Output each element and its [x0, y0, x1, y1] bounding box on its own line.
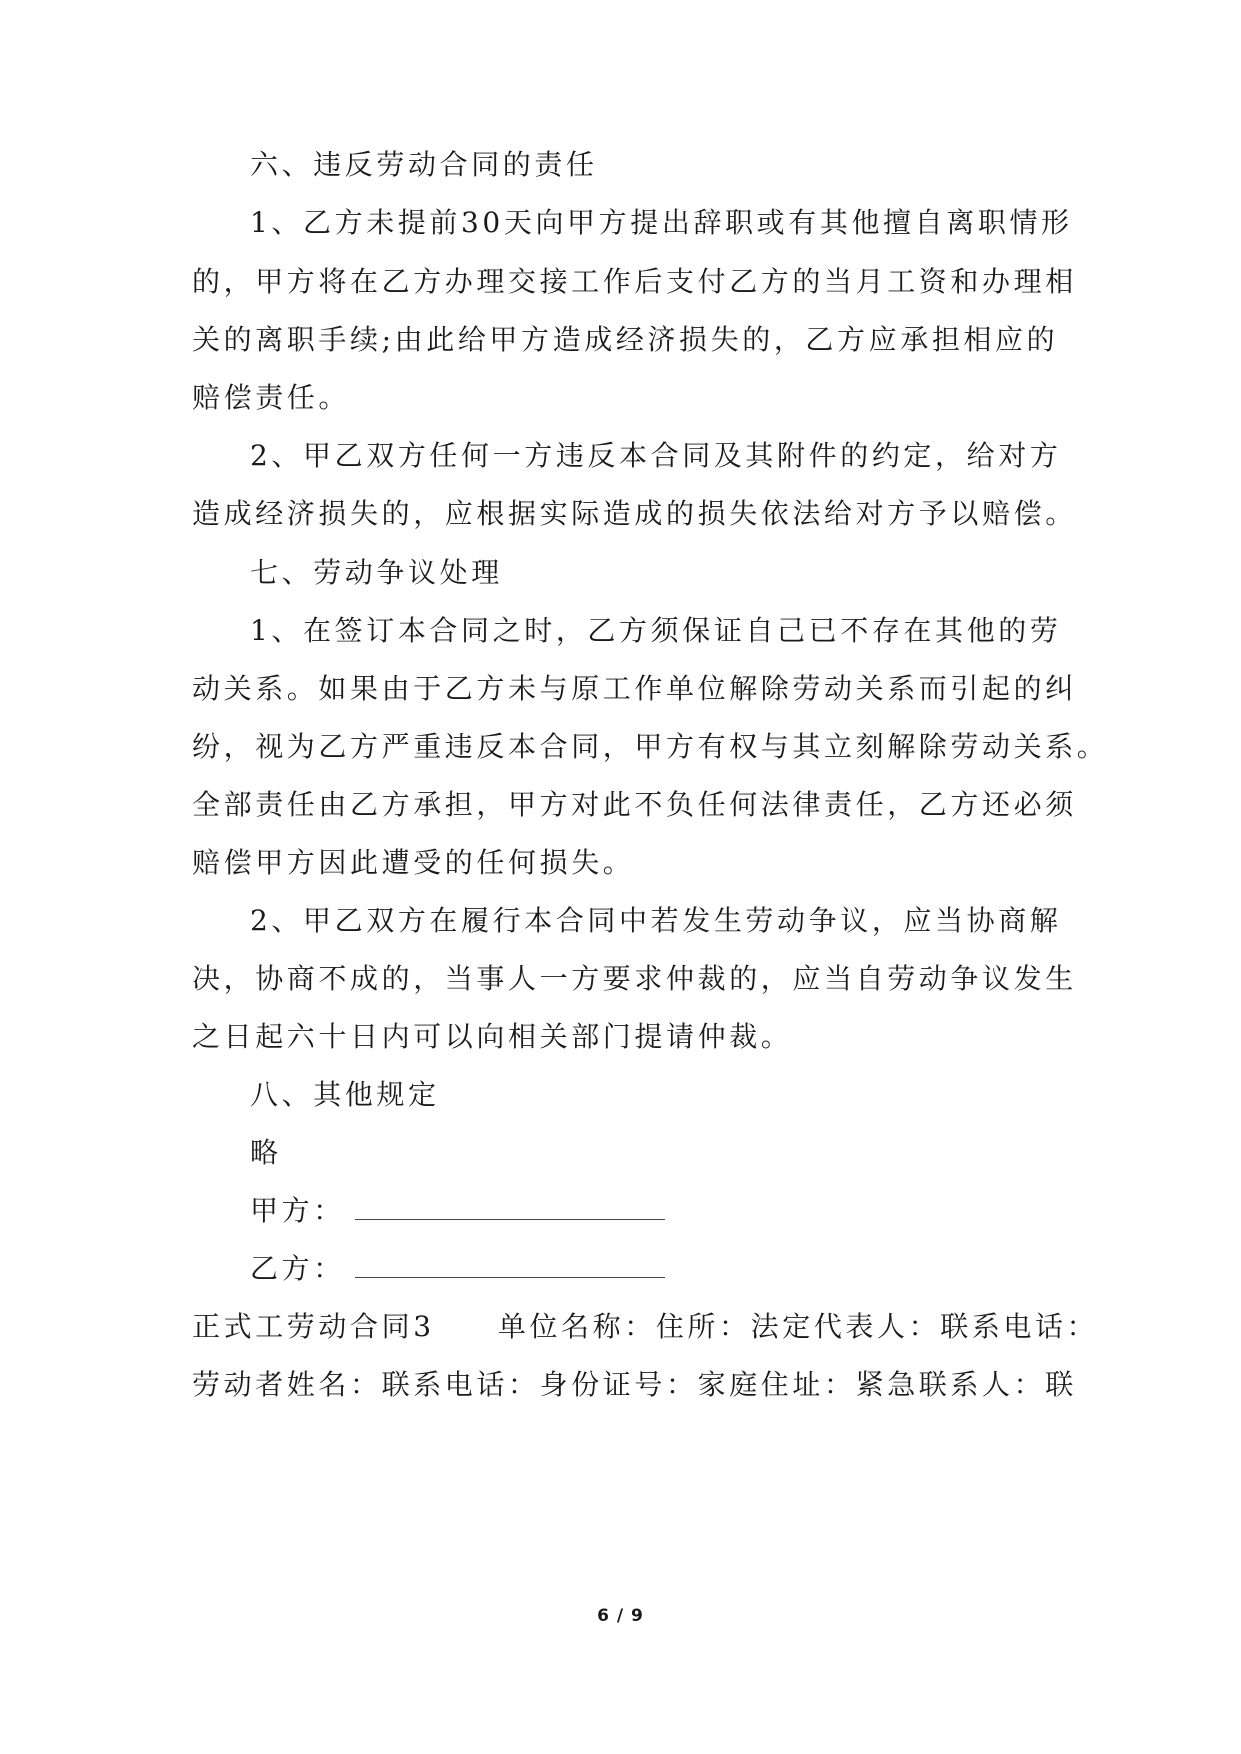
- paragraph-line: 1、乙方未提前30天向甲方提出辞职或有其他擅自离职情形: [250, 206, 1073, 239]
- paragraph-line: 之日起六十日内可以向相关部门提请仲裁。: [192, 1020, 793, 1053]
- paragraph-line: 2、甲乙双方在履行本合同中若发生劳动争议，应当协商解: [250, 904, 1062, 937]
- party-b-label: 乙方：: [250, 1252, 345, 1285]
- signature-party-b: [250, 1251, 1050, 1287]
- paragraph-line: 1、在签订本合同之时，乙方须保证自己已不存在其他的劳: [250, 614, 1062, 647]
- paragraph-line: 造成经济损失的，应根据实际造成的损失依法给对方予以赔偿。: [192, 497, 1077, 530]
- paragraph-line: 略: [250, 1136, 282, 1169]
- paragraph-line: 劳动者姓名：联系电话：身份证号：家庭住址：紧急联系人：联: [192, 1368, 1077, 1401]
- section-heading-8: 八、其他规定: [250, 1078, 440, 1111]
- party-a-signature-blank: [355, 1197, 665, 1220]
- page-number: 6 / 9: [597, 1606, 644, 1626]
- contract-title-line: 正式工劳动合同3 单位名称：住所：法定代表人：联系电话：: [192, 1310, 1099, 1343]
- party-b-signature-blank: [355, 1255, 665, 1278]
- paragraph-line: 动关系。如果由于乙方未与原工作单位解除劳动关系而引起的纠: [192, 672, 1077, 705]
- paragraph-line: 关的离职手续;由此给甲方造成经济损失的，乙方应承担相应的: [192, 323, 1059, 356]
- paragraph-line: 的，甲方将在乙方办理交接工作后支付乙方的当月工资和办理相: [192, 265, 1077, 298]
- section-heading-6: 六、违反劳动合同的责任: [250, 148, 598, 181]
- paragraph-line: 2、甲乙双方任何一方违反本合同及其附件的约定，给对方: [250, 439, 1062, 472]
- section-heading-7: 七、劳动争议处理: [250, 556, 503, 589]
- paragraph-line: 纷，视为乙方严重违反本合同，甲方有权与其立刻解除劳动关系。: [192, 730, 1109, 763]
- paragraph-line: 全部责任由乙方承担，甲方对此不负任何法律责任，乙方还必须: [192, 788, 1077, 821]
- paragraph-line: 赔偿甲方因此遭受的任何损失。: [192, 846, 635, 879]
- party-a-label: 甲方：: [250, 1194, 345, 1227]
- signature-party-a: [250, 1193, 1050, 1229]
- paragraph-line: 决，协商不成的，当事人一方要求仲裁的，应当自劳动争议发生: [192, 962, 1077, 995]
- paragraph-line: 赔偿责任。: [192, 381, 351, 414]
